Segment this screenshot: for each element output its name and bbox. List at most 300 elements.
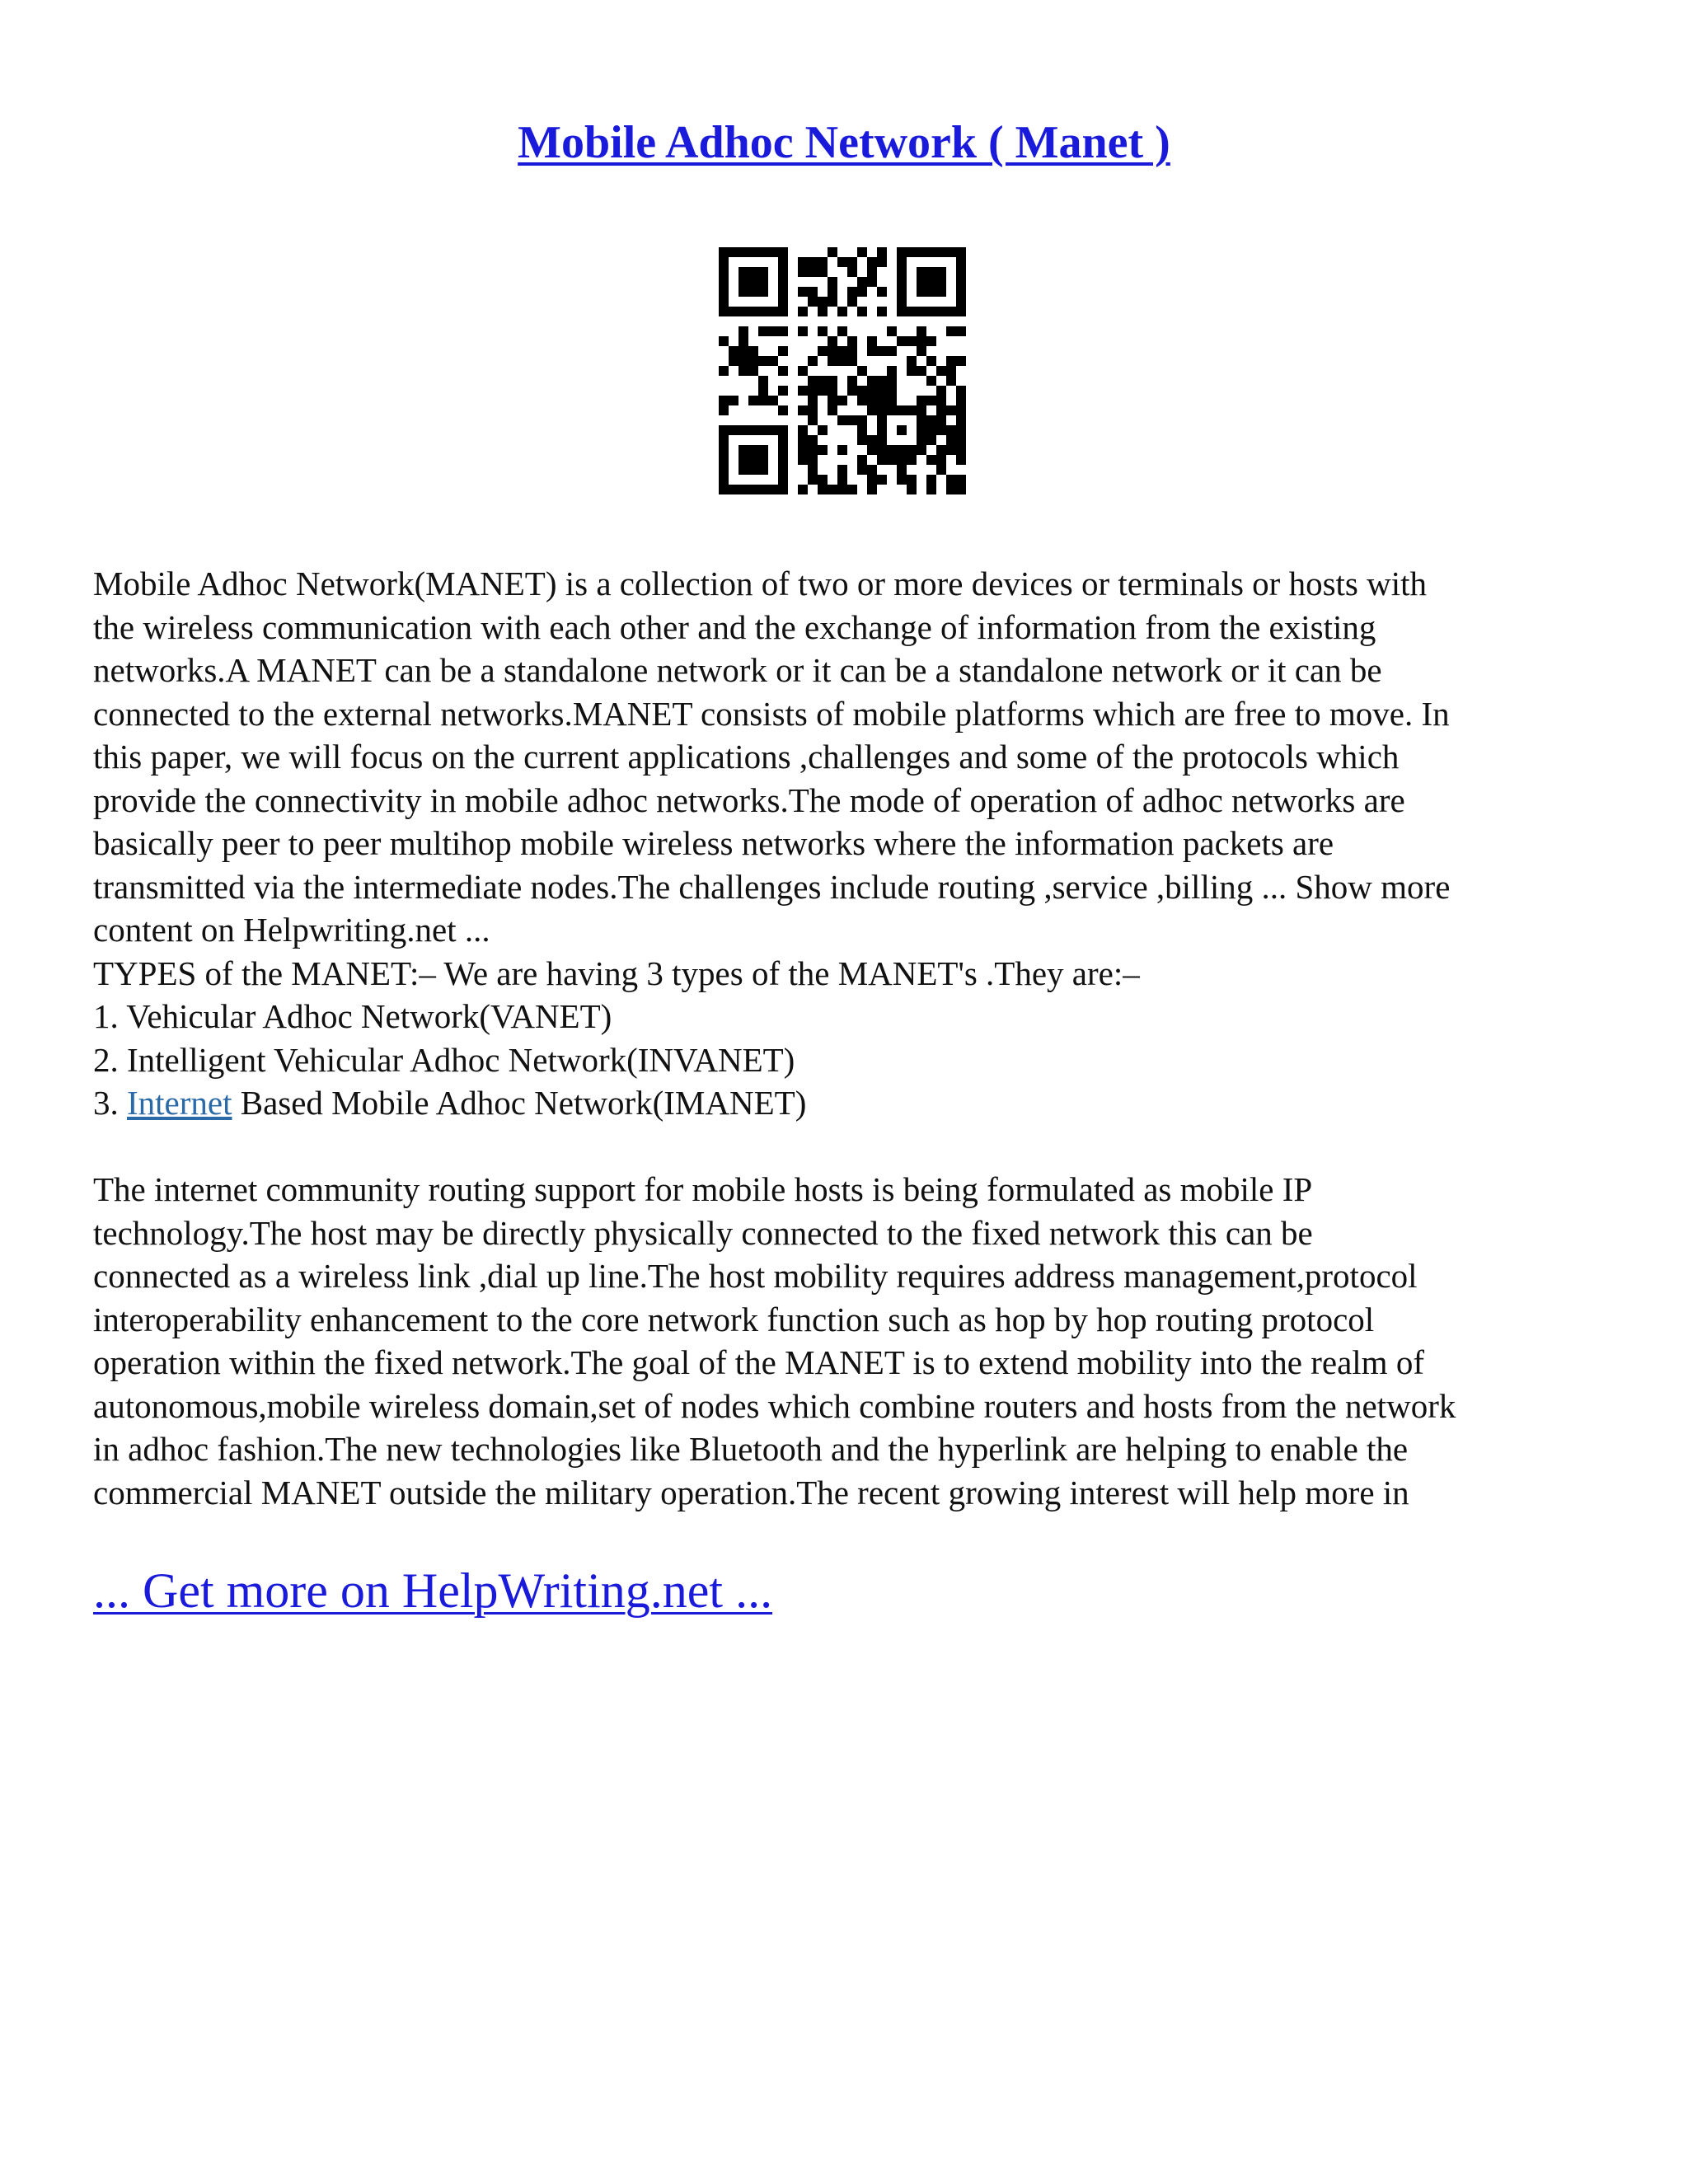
qr-module xyxy=(936,267,946,277)
text-line: the wireless communication with each other and the exchange of information from the existing xyxy=(93,607,1376,646)
qr-module xyxy=(946,435,956,445)
qr-module xyxy=(738,356,748,366)
qr-module xyxy=(719,396,729,405)
qr-module xyxy=(837,307,847,316)
qr-module xyxy=(857,277,867,287)
qr-module xyxy=(778,485,788,494)
qr-module xyxy=(897,455,907,465)
qr-module xyxy=(738,277,748,287)
qr-module xyxy=(798,257,808,267)
qr-module xyxy=(857,455,867,465)
qr-module xyxy=(946,247,956,257)
qr-module xyxy=(936,405,946,415)
qr-module xyxy=(828,297,837,307)
text-line: technology.The host may be directly physically connected to the fixed network this can be xyxy=(93,1213,1313,1252)
qr-module xyxy=(808,287,818,297)
qr-module xyxy=(936,307,946,316)
paragraph-gap xyxy=(93,1125,1601,1169)
qr-module xyxy=(719,366,729,376)
qr-module xyxy=(758,455,768,465)
qr-module xyxy=(857,425,867,435)
qr-module xyxy=(867,485,877,494)
text-line: commercial MANET outside the military operation.The recent growing interest will help more in xyxy=(93,1473,1409,1511)
qr-module xyxy=(857,435,867,445)
qr-module xyxy=(887,326,897,336)
qr-module xyxy=(867,465,877,475)
qr-module xyxy=(946,307,956,316)
qr-module xyxy=(946,445,956,455)
qr-module xyxy=(837,465,847,475)
qr-module xyxy=(837,396,847,405)
qr-module xyxy=(778,267,788,277)
qr-module xyxy=(897,257,907,267)
qr-module xyxy=(897,247,907,257)
qr-module xyxy=(778,405,788,415)
qr-module xyxy=(729,485,738,494)
qr-module xyxy=(808,267,818,277)
qr-module xyxy=(936,277,946,287)
qr-module xyxy=(877,425,887,435)
qr-module xyxy=(926,455,936,465)
qr-module xyxy=(818,346,828,356)
qr-module xyxy=(956,396,966,405)
qr-module xyxy=(808,465,818,475)
qr-module xyxy=(917,277,926,287)
qr-module xyxy=(778,257,788,267)
qr-module xyxy=(887,396,897,405)
qr-module xyxy=(778,465,788,475)
qr-module xyxy=(907,455,917,465)
qr-module xyxy=(818,257,828,267)
qr-module xyxy=(946,356,956,366)
qr-module xyxy=(729,346,738,356)
get-more-link[interactable]: ... Get more on HelpWriting.net ... xyxy=(93,1563,773,1618)
qr-module xyxy=(917,346,926,356)
qr-module xyxy=(748,366,758,376)
qr-module xyxy=(798,445,808,455)
qr-module xyxy=(798,425,808,435)
qr-module xyxy=(758,287,768,297)
qr-module xyxy=(857,366,867,376)
qr-module xyxy=(818,297,828,307)
text-line: provide the connectivity in mobile adhoc networks.The mode of operation of adhoc networks are xyxy=(93,780,1405,819)
qr-module xyxy=(956,326,966,336)
type-item: 1. Vehicular Adhoc Network(VANET) xyxy=(93,997,612,1035)
qr-module xyxy=(719,257,729,267)
qr-module xyxy=(857,247,867,257)
qr-module xyxy=(936,415,946,425)
qr-module xyxy=(818,386,828,396)
qr-module xyxy=(808,455,818,465)
qr-module xyxy=(897,475,907,485)
qr-module xyxy=(729,356,738,366)
qr-module xyxy=(758,396,768,405)
qr-module xyxy=(798,485,808,494)
text-line: Mobile Adhoc Network(MANET) is a collection of two or more devices or terminals or hosts with xyxy=(93,565,1428,602)
qr-module xyxy=(808,386,818,396)
qr-module xyxy=(946,485,956,494)
qr-module xyxy=(946,366,956,376)
qr-module xyxy=(719,247,729,257)
qr-module xyxy=(857,307,867,316)
qr-module xyxy=(936,386,946,396)
qr-module xyxy=(956,247,966,257)
qr-module xyxy=(768,326,778,336)
text-line: interoperability enhancement to the core network function such as hop by hop routing protocol xyxy=(93,1300,1375,1338)
qr-module xyxy=(837,257,847,267)
qr-module xyxy=(926,485,936,494)
qr-module xyxy=(748,247,758,257)
text-line: connected to the external networks.MANET consists of mobile platforms which are free to move. In xyxy=(93,694,1450,733)
qr-module xyxy=(778,435,788,445)
qr-module xyxy=(917,425,926,435)
qr-module xyxy=(867,336,877,346)
text-line: transmitted via the intermediate nodes.The challenges include routing ,service ,billing ... Show more xyxy=(93,867,1451,906)
qr-code xyxy=(719,247,966,494)
qr-module xyxy=(748,267,758,277)
qr-module xyxy=(768,247,778,257)
qr-module xyxy=(837,475,847,485)
qr-module xyxy=(936,366,946,376)
qr-module xyxy=(738,485,748,494)
qr-module xyxy=(956,475,966,485)
qr-module xyxy=(897,336,907,346)
qr-module xyxy=(857,386,867,396)
qr-module xyxy=(917,326,926,336)
qr-module xyxy=(808,396,818,405)
qr-module xyxy=(857,287,867,297)
qr-module xyxy=(897,297,907,307)
qr-module xyxy=(798,326,808,336)
qr-module xyxy=(738,247,748,257)
qr-module xyxy=(897,445,907,455)
qr-module xyxy=(867,396,877,405)
qr-module xyxy=(738,425,748,435)
article-body xyxy=(93,562,1601,1514)
qr-module xyxy=(917,267,926,277)
qr-module xyxy=(847,267,857,277)
qr-module xyxy=(798,405,808,415)
qr-module xyxy=(917,445,926,455)
qr-module xyxy=(828,287,837,297)
qr-module xyxy=(926,247,936,257)
qr-module xyxy=(798,435,808,445)
qr-module xyxy=(719,485,729,494)
qr-module xyxy=(907,336,917,346)
qr-module xyxy=(738,287,748,297)
qr-module xyxy=(738,307,748,316)
qr-module xyxy=(758,247,768,257)
qr-module xyxy=(926,435,936,445)
qr-module xyxy=(738,465,748,475)
qr-module xyxy=(926,336,936,346)
qr-module xyxy=(877,346,887,356)
qr-module xyxy=(758,445,768,455)
qr-module xyxy=(926,307,936,316)
qr-module xyxy=(808,297,818,307)
qr-module xyxy=(818,485,828,494)
qr-module xyxy=(748,396,758,405)
qr-module xyxy=(758,326,768,336)
qr-module xyxy=(877,415,887,425)
qr-module xyxy=(956,356,966,366)
qr-module xyxy=(956,287,966,297)
paragraph-intro xyxy=(93,562,1601,952)
qr-module xyxy=(897,465,907,475)
text-line: in adhoc fashion.The new technologies like Bluetooth and the hyperlink are helping to enable the xyxy=(93,1430,1409,1468)
qr-module xyxy=(907,366,917,376)
qr-module xyxy=(946,425,956,435)
qr-module xyxy=(897,307,907,316)
qr-module xyxy=(778,247,788,257)
qr-module xyxy=(877,307,887,316)
qr-module xyxy=(926,277,936,287)
qr-module xyxy=(917,405,926,415)
internet-link[interactable]: Internet xyxy=(127,1084,232,1122)
qr-module xyxy=(897,287,907,297)
qr-module xyxy=(907,445,917,455)
text-line: The internet community routing support for mobile hosts is being formulated as mobile IP xyxy=(93,1170,1313,1208)
qr-module xyxy=(936,425,946,435)
qr-module xyxy=(867,267,877,277)
qr-module xyxy=(926,396,936,405)
type-item xyxy=(93,1081,1601,1125)
qr-module xyxy=(946,475,956,485)
qr-module xyxy=(857,465,867,475)
qr-module xyxy=(719,287,729,297)
qr-module xyxy=(808,257,818,267)
qr-module xyxy=(778,307,788,316)
qr-module xyxy=(837,346,847,356)
qr-module xyxy=(758,425,768,435)
type-item-suffix: Based Mobile Adhoc Network(IMANET) xyxy=(232,1084,807,1122)
qr-module xyxy=(956,485,966,494)
text-line: operation within the fixed network.The goal of the MANET is to extend mobility into the realm of xyxy=(93,1343,1424,1381)
qr-module xyxy=(738,455,748,465)
qr-module xyxy=(867,435,877,445)
qr-module xyxy=(877,405,887,415)
qr-module xyxy=(808,475,818,485)
qr-module xyxy=(847,336,857,346)
qr-module xyxy=(897,267,907,277)
qr-module xyxy=(808,435,818,445)
qr-module xyxy=(877,386,887,396)
qr-module xyxy=(808,356,818,366)
qr-module xyxy=(719,425,729,435)
qr-module xyxy=(837,326,847,336)
qr-module xyxy=(798,267,808,277)
type-item: 2. Intelligent Vehicular Adhoc Network(INVANET) xyxy=(93,1040,795,1079)
qr-module xyxy=(877,455,887,465)
qr-module xyxy=(956,307,966,316)
qr-module xyxy=(828,277,837,287)
qr-module xyxy=(798,307,808,316)
qr-module xyxy=(837,356,847,366)
qr-module xyxy=(719,465,729,475)
qr-module xyxy=(917,415,926,425)
qr-module xyxy=(907,405,917,415)
qr-module xyxy=(877,435,887,445)
qr-module xyxy=(719,435,729,445)
qr-module xyxy=(768,425,778,435)
qr-module xyxy=(828,247,837,257)
qr-module xyxy=(887,376,897,386)
qr-module xyxy=(877,376,887,386)
qr-module xyxy=(738,336,748,346)
qr-module xyxy=(837,415,847,425)
qr-module xyxy=(828,485,837,494)
qr-module xyxy=(956,415,966,425)
qr-module xyxy=(847,257,857,267)
qr-module xyxy=(818,475,828,485)
qr-module xyxy=(778,386,788,396)
qr-module xyxy=(758,307,768,316)
qr-module xyxy=(907,307,917,316)
qr-module xyxy=(907,356,917,366)
qr-module xyxy=(748,445,758,455)
qr-module xyxy=(818,326,828,336)
qr-module xyxy=(748,485,758,494)
qr-module xyxy=(887,346,897,356)
text-line: this paper, we will focus on the current applications ,challenges and some of the protocols which xyxy=(93,738,1400,776)
qr-module xyxy=(956,435,966,445)
qr-module xyxy=(907,485,917,494)
qr-module xyxy=(847,415,857,425)
title-link[interactable]: Mobile Adhoc Network ( Manet ) xyxy=(518,117,1170,168)
qr-module xyxy=(936,287,946,297)
qr-module xyxy=(758,376,768,386)
qr-module xyxy=(897,405,907,415)
qr-module xyxy=(719,405,729,415)
qr-module xyxy=(778,326,788,336)
qr-module xyxy=(748,346,758,356)
qr-module xyxy=(719,297,729,307)
qr-module xyxy=(887,405,897,415)
qr-module xyxy=(738,366,748,376)
qr-module xyxy=(867,386,877,396)
qr-module xyxy=(936,455,946,465)
qr-module xyxy=(956,445,966,455)
text-line: connected as a wireless link ,dial up line.The host mobility requires address management,protocol xyxy=(93,1257,1418,1295)
qr-module xyxy=(768,396,778,405)
qr-module xyxy=(818,425,828,435)
qr-module xyxy=(758,465,768,475)
qr-module xyxy=(847,346,857,356)
qr-module xyxy=(867,376,877,386)
qr-module xyxy=(828,386,837,396)
qr-module xyxy=(778,287,788,297)
text-line: autonomous,mobile wireless domain,set of nodes which combine routers and hosts from the network xyxy=(93,1386,1456,1425)
qr-module xyxy=(917,287,926,297)
qr-module xyxy=(936,247,946,257)
qr-module xyxy=(778,455,788,465)
qr-module xyxy=(778,366,788,376)
qr-module xyxy=(857,415,867,425)
qr-module xyxy=(778,297,788,307)
qr-module xyxy=(758,277,768,287)
qr-module xyxy=(837,485,847,494)
qr-module xyxy=(719,267,729,277)
qr-module xyxy=(887,445,897,455)
qr-module xyxy=(847,485,857,494)
qr-module xyxy=(946,376,956,386)
qr-module xyxy=(847,297,857,307)
qr-module xyxy=(828,376,837,386)
qr-module xyxy=(798,386,808,396)
qr-module xyxy=(926,415,936,425)
qr-module xyxy=(798,455,808,465)
text-line: basically peer to peer multihop mobile wireless networks where the information packets are xyxy=(93,824,1334,862)
qr-module xyxy=(936,396,946,405)
qr-module xyxy=(798,287,808,297)
qr-module xyxy=(877,475,887,485)
qr-module xyxy=(778,277,788,287)
qr-module xyxy=(828,405,837,415)
qr-module xyxy=(729,247,738,257)
qr-module xyxy=(719,455,729,465)
qr-module xyxy=(877,445,887,455)
text-line: networks.A MANET can be a standalone network or it can be a standalone network or it can be xyxy=(93,651,1382,689)
qr-module xyxy=(738,445,748,455)
qr-module xyxy=(837,445,847,455)
qr-module xyxy=(926,267,936,277)
qr-module xyxy=(946,405,956,415)
qr-module xyxy=(798,366,808,376)
page-title xyxy=(0,115,1688,171)
qr-module xyxy=(729,396,738,405)
qr-module xyxy=(808,415,818,425)
qr-module xyxy=(877,257,887,267)
qr-module xyxy=(887,366,897,376)
qr-module xyxy=(719,336,729,346)
qr-module xyxy=(867,346,877,356)
qr-module xyxy=(897,425,907,435)
qr-module xyxy=(828,396,837,405)
qr-module xyxy=(917,336,926,346)
qr-module xyxy=(926,425,936,435)
qr-module xyxy=(877,247,887,257)
qr-module xyxy=(758,356,768,366)
qr-module xyxy=(946,326,956,336)
qr-module xyxy=(808,376,818,386)
qr-module xyxy=(729,425,738,435)
qr-module xyxy=(847,376,857,386)
qr-module xyxy=(719,277,729,287)
qr-module xyxy=(738,267,748,277)
qr-module xyxy=(818,445,828,455)
qr-module xyxy=(867,277,877,287)
qr-module xyxy=(758,267,768,277)
text-line: content on Helpwriting.net ... xyxy=(93,911,490,949)
qr-module xyxy=(936,465,946,475)
qr-module xyxy=(808,405,818,415)
qr-module xyxy=(917,307,926,316)
qr-module xyxy=(956,405,966,415)
qr-module xyxy=(857,396,867,405)
qr-module xyxy=(956,297,966,307)
qr-module xyxy=(748,425,758,435)
qr-module xyxy=(748,307,758,316)
qr-module xyxy=(926,475,936,485)
qr-module xyxy=(768,307,778,316)
qr-module xyxy=(738,346,748,356)
qr-module xyxy=(956,386,966,396)
qr-module xyxy=(748,277,758,287)
qr-module xyxy=(748,455,758,465)
qr-module xyxy=(748,287,758,297)
qr-module xyxy=(897,277,907,287)
qr-module xyxy=(719,307,729,316)
